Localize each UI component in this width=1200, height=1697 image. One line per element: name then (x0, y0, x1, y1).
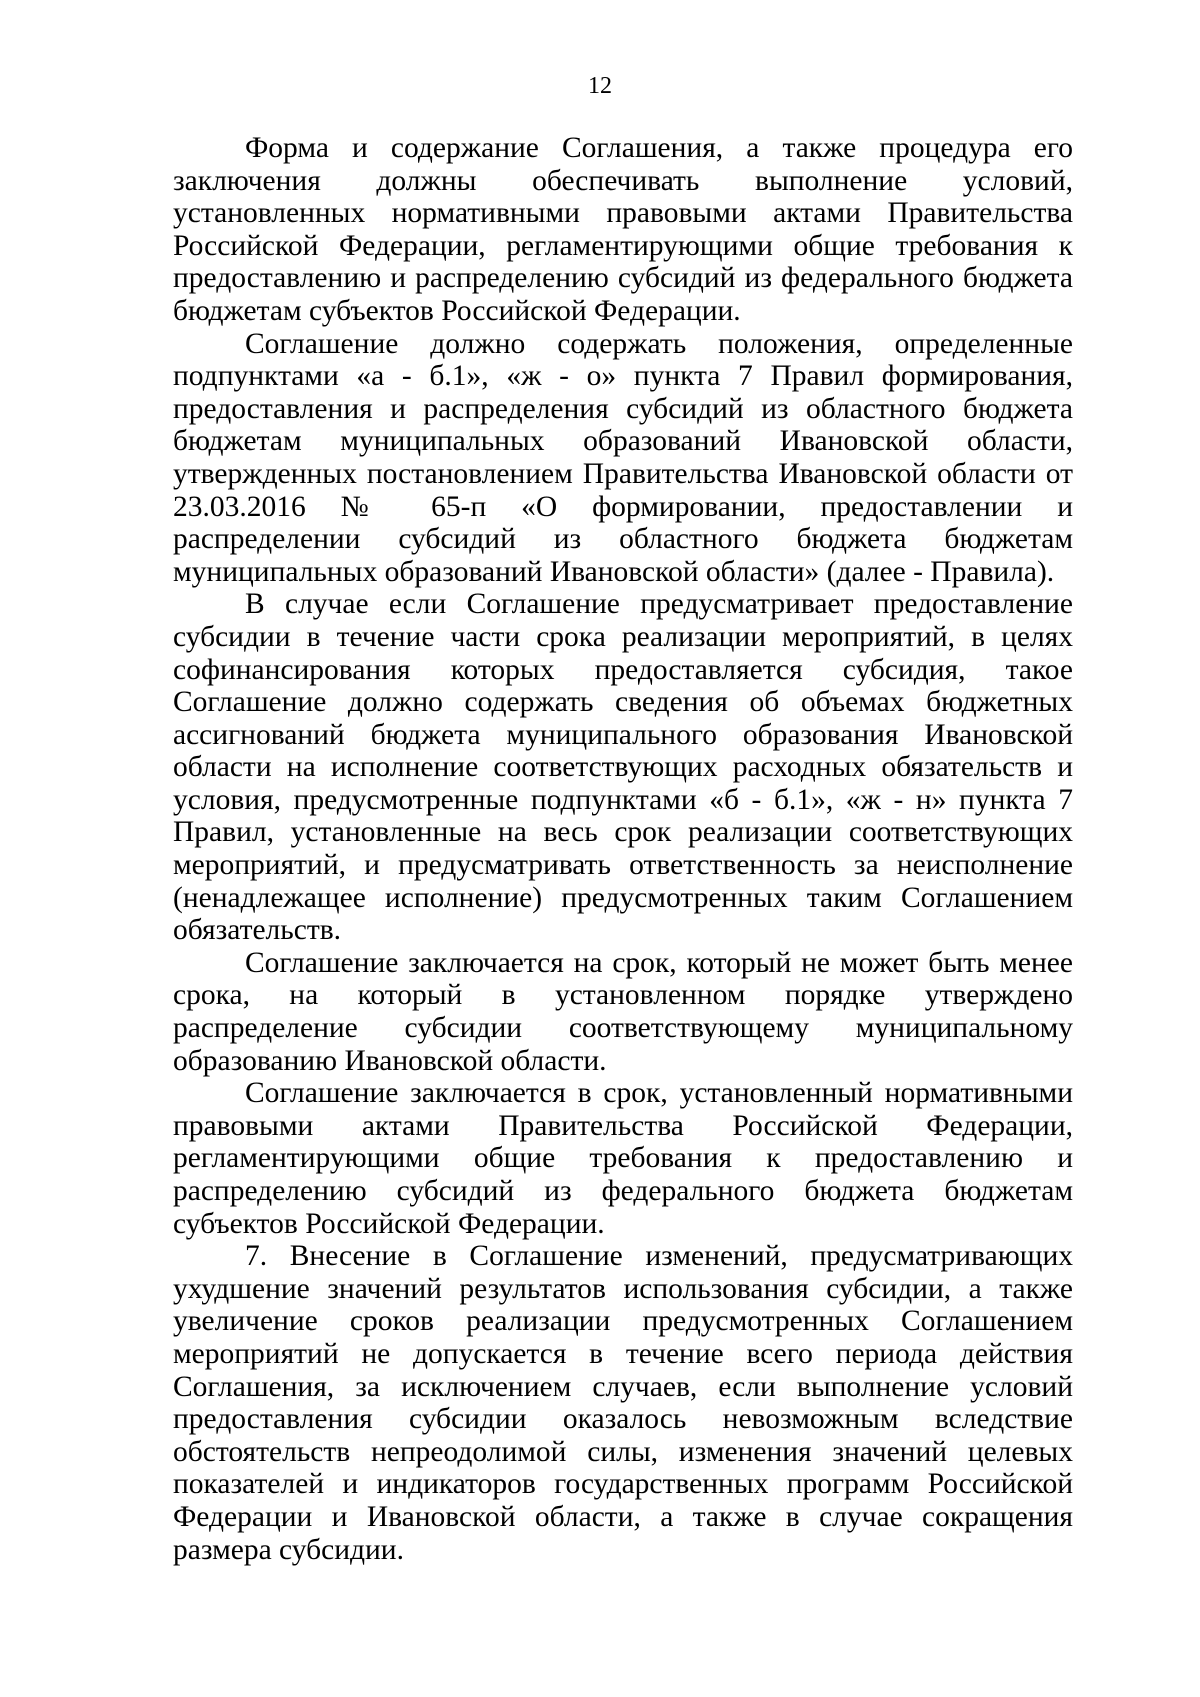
paragraph-agreement-term: Соглашение заключается на срок, который не может быть менее срока, на который в установленном порядке утверждено распределение субсидии соответствующему муниципальному образованию Ивановской области. (173, 946, 1073, 1077)
paragraph-partial-term: В случае если Соглашение предусматривает предоставление субсидии в течение части срока реализации мероприятий, в целях софинансирования которых предоставляется субсидия, такое Соглашение должно содержать сведения об объемах бюджетных ассигнований бюджета муниципального образования Ивановской области на исполнение соответствующих расходных обязательств и условия, предусмотренные подпунктами «б - б.1», «ж - н» пункта 7 Правил, установленные на весь срок реализации соответствующих мероприятий, и предусматривать ответственность за неисполнение (ненадлежащее исполнение) предусмотренных таким Соглашением обязательств. (173, 588, 1073, 947)
paragraph-item-7-amendments: 7. Внесение в Соглашение изменений, предусматривающих ухудшение значений результатов использования субсидии, а также увеличение сроков реализации предусмотренных Соглашением мероприятий не допускается в течение всего периода действия Соглашения, за исключением случаев, если выполнение условий предоставления субсидии оказалось невозможным вследствие обстоятельств непреодолимой силы, изменения значений целевых показателей и индикаторов государственных программ Российской Федерации и Ивановской области, а также в случае сокращения размера субсидии. (173, 1240, 1073, 1566)
page-number: 12 (588, 73, 612, 99)
paragraph-agreement-deadline: Соглашение заключается в срок, установленный нормативными правовыми актами Правительства Российской Федерации, регламентирующими общие требования к предоставлению и распределению субсидий из федерального бюджета бюджетам субъектов Российской Федерации. (173, 1077, 1073, 1240)
paragraph-agreement-form: Форма и содержание Соглашения, а также процедура его заключения должны обеспечивать выполнение условий, установленных нормативными правовыми актами Правительства Российской Федерации, регламентирующими общие требования к предоставлению и распределению субсидий из федерального бюджета бюджетам субъектов Российской Федерации. (173, 132, 1073, 327)
paragraph-agreement-provisions: Соглашение должно содержать положения, определенные подпунктами «а - б.1», «ж - о» пункта 7 Правил формирования, предоставления и распределения субсидий из областного бюджета бюджетам муниципальных образований Ивановской области, утвержденных постановлением Правительства Ивановской области от 23.03.2016 № 65-п «О формировании, предоставлении и распределении субсидий из областного бюджета бюджетам муниципальных образований Ивановской области» (далее - Правила). (173, 327, 1073, 588)
document-body (173, 132, 1073, 1566)
